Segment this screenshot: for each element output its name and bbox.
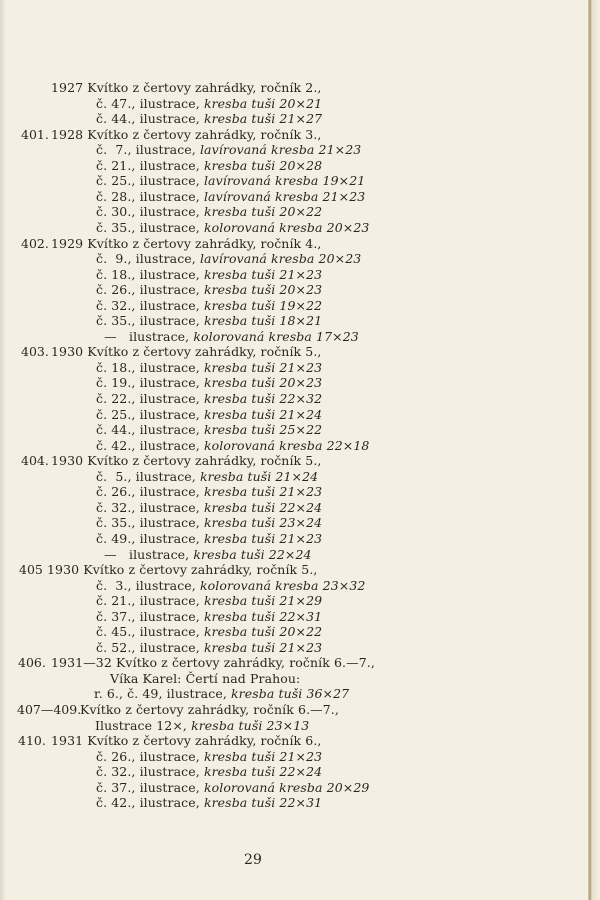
item-dimensions: 18×21 [275,313,323,329]
item-label: č. 35., ilustrace, [96,219,204,235]
item-technique: kresba tuši [203,204,276,220]
item-label: č. 26., ilustrace, [96,282,204,298]
entry-item [96,500,322,515]
item-label: č. 25., ilustrace, [96,406,204,422]
entry-item [96,593,322,608]
entry-item [96,749,322,764]
item-technique: kolorovaná kresba [203,437,323,453]
item-label: č. 3., ilustrace, [96,577,200,593]
item-technique: kresba tuši [203,282,276,298]
entry-number: 402. [21,235,49,251]
item-dimensions: 19×21 [318,173,366,189]
item-label: č. 28., ilustrace, [96,188,204,204]
item-label: č. 32., ilustrace, [96,499,204,515]
item-dimensions: 21×23 [275,530,323,546]
entry-item [96,189,365,204]
item-label: č. 42., ilustrace, [96,795,204,811]
entry-item [96,547,312,562]
item-label: č. 45., ilustrace, [96,624,204,640]
entry-heading: 1931—32 Kvítko z čertovy zahrádky, ročník 6.—7., [51,655,375,671]
item-label: r. 6., č. 49, ilustrace, [94,686,231,702]
item-label: č. 44., ilustrace, [96,111,204,127]
item-label: č. 19., ilustrace, [96,375,204,391]
item-technique: kresba tuši [203,422,276,438]
item-label: č. 25., ilustrace, [96,173,204,189]
item-dimensions: 22×31 [275,795,323,811]
item-label: č. 52., ilustrace, [96,639,204,655]
item-label: č. 49., ilustrace, [96,530,204,546]
item-technique: lavírovaná kresba [203,188,319,204]
item-technique: kresba tuši [203,266,276,282]
entry-item [96,438,369,453]
item-technique: kresba tuši [203,406,276,422]
item-label: č. 37., ilustrace, [96,779,204,795]
item-dimensions: 20×29 [322,779,370,795]
item-label: — ilustrace, [96,546,194,562]
entry-item [96,173,365,188]
item-technique: lavírovaná kresba [199,251,315,267]
entry-item [96,313,322,328]
item-dimensions: 20×23 [275,375,323,391]
item-technique: lavírovaná kresba [199,142,315,158]
item-dimensions: 22×24 [275,499,323,515]
entry-item [96,375,322,390]
item-label: č. 30., ilustrace, [96,204,204,220]
entry-item [96,469,318,484]
item-dimensions: 36×27 [302,686,350,702]
entry-item [96,360,322,375]
item-dimensions: 22×32 [275,391,323,406]
entry-item [96,422,322,437]
item-label: č. 18., ilustrace, [96,266,204,282]
item-dimensions: 21×23 [275,748,323,764]
item-technique: kresba tuši [203,764,276,780]
item-label: č. 9., ilustrace, [96,251,200,267]
item-dimensions: 22×31 [275,608,323,624]
item-dimensions: 22×18 [322,437,370,453]
item-label: Víka Karel: Čertí nad Prahou: [110,670,301,686]
item-dimensions: 20×23 [322,219,370,235]
entry-item [96,780,369,795]
item-technique: kresba tuši [203,297,276,313]
entry-item [96,158,322,173]
item-label: Ilustrace 12×, [95,717,192,733]
item-dimensions: 20×21 [275,95,323,111]
entry-number: 403. [21,344,49,360]
item-dimensions: 21×23 [275,359,323,375]
entry-heading: 1929 Kvítko z čertovy zahrádky, ročník 4., [51,235,322,251]
item-label: č. 21., ilustrace, [96,593,204,609]
item-dimensions: 23×24 [275,515,323,531]
item-label: — ilustrace, [96,328,194,344]
item-label: č. 35., ilustrace, [96,313,204,329]
entry-item [94,686,349,701]
item-technique: kresba tuši [203,608,276,624]
entry-number: 406. [18,655,46,671]
entry-item [96,531,322,546]
entry-item [96,515,322,530]
item-technique: kresba tuši [230,686,303,702]
entry-number: 401. [21,126,49,142]
item-dimensions: 21×29 [275,593,323,609]
item-technique: kresba tuši [203,391,276,406]
entry-item [96,609,322,624]
item-dimensions: 21×23 [318,188,366,204]
item-label: č. 47., ilustrace, [96,95,204,111]
item-technique: kresba tuši [203,375,276,391]
entry-item [96,282,322,297]
entry-item [96,96,322,111]
entry-item [96,578,365,593]
entry-number: 410. [18,733,46,749]
item-dimensions: 20×22 [275,204,323,220]
entry-heading: 1927 Kvítko z čertovy zahrádky, ročník 2., [51,80,322,95]
item-dimensions: 20×28 [275,157,323,173]
item-technique: kresba tuši [203,313,276,329]
entry-heading: 1928 Kvítko z čertovy zahrádky, ročník 3., [51,126,322,142]
item-label: č. 32., ilustrace, [96,764,204,780]
item-dimensions: 17×23 [311,328,359,344]
item-technique: kresba tuši [203,499,276,515]
item-technique: kresba tuši [203,748,276,764]
entry-item [96,795,322,810]
item-technique: kresba tuši [203,359,276,375]
item-technique: kresba tuši [203,795,276,811]
item-technique: kresba tuši [203,111,276,127]
item-label: č. 7., ilustrace, [96,142,200,158]
entry-item [96,484,322,499]
item-technique: kresba tuši [203,157,276,173]
item-technique: kolorovaná kresba [203,779,323,795]
item-dimensions: 20×23 [314,251,362,267]
item-dimensions: 21×24 [271,468,319,484]
entry-item [96,640,322,655]
item-label: č. 32., ilustrace, [96,297,204,313]
item-label: č. 18., ilustrace, [96,359,204,375]
entry-number: 404. [21,453,49,469]
entry-heading: 1931 Kvítko z čertovy zahrádky, ročník 6., [51,733,322,749]
item-dimensions: 21×23 [275,266,323,282]
entry-item [96,251,361,266]
item-technique: kresba tuši [203,95,276,111]
entry-item [96,391,322,406]
item-technique: kresba tuši [203,624,276,640]
entry-heading: 1930 Kvítko z čertovy zahrádky, ročník 5., [51,344,322,360]
item-technique: kresba tuši [193,546,265,562]
entry-item [96,407,322,422]
page-edge [588,0,600,900]
page-gutter-shadow [0,0,6,900]
entry-item [96,764,322,779]
item-dimensions: 21×23 [314,142,362,158]
item-technique: kolorovaná kresba [193,328,312,344]
item-label: č. 26., ilustrace, [96,748,204,764]
item-dimensions: 23×32 [318,577,366,593]
entry-item [96,204,322,219]
entry-item [96,111,322,126]
item-dimensions: 23×13 [262,717,310,733]
item-label: č. 35., ilustrace, [96,515,204,531]
item-dimensions: 22×24 [275,764,323,780]
entry-item [110,671,300,686]
item-label: č. 37., ilustrace, [96,608,204,624]
item-technique: kresba tuši [203,530,276,546]
item-dimensions: 19×22 [275,297,323,313]
item-technique: lavírovaná kresba [203,173,319,189]
item-dimensions: 20×23 [275,282,323,298]
item-label: č. 5., ilustrace, [96,468,200,484]
entry-heading: Kvítko z čertovy zahrádky, ročník 6.—7., [80,702,339,717]
item-dimensions: 25×22 [275,422,323,438]
entry-heading: 1930 Kvítko z čertovy zahrádky, ročník 5., [51,453,322,469]
entry-item [96,329,359,344]
entry-number: 407—409. [17,702,82,717]
item-dimensions: 21×23 [275,639,323,655]
entry-item [96,142,361,157]
entry-heading: 1930 Kvítko z čertovy zahrádky, ročník 5., [47,562,318,578]
entry-item [96,220,369,235]
entry-item [95,718,309,733]
entry-item [96,298,322,313]
item-technique: kolorovaná kresba [199,577,319,593]
item-dimensions: 21×24 [275,406,323,422]
entry-item [96,624,322,639]
item-technique: kresba tuši [203,515,276,531]
item-dimensions: 21×27 [275,111,323,127]
item-dimensions: 20×22 [275,624,323,640]
item-dimensions: 21×23 [275,484,323,500]
item-technique: kresba tuši [199,468,272,484]
item-label: č. 44., ilustrace, [96,422,204,438]
item-label: č. 42., ilustrace, [96,437,204,453]
item-technique: kresba tuši [203,639,276,655]
item-label: č. 26., ilustrace, [96,484,204,500]
item-label: č. 22., ilustrace, [96,391,204,406]
item-technique: kolorovaná kresba [203,219,323,235]
item-dimensions: 22×24 [264,546,312,562]
item-technique: kresba tuši [203,484,276,500]
item-technique: kresba tuši [203,593,276,609]
item-label: č. 21., ilustrace, [96,157,204,173]
entry-number: 405 [19,562,43,578]
entry-item [96,267,322,282]
item-technique: kresba tuši [191,717,263,733]
page-number: 29 [244,852,263,868]
